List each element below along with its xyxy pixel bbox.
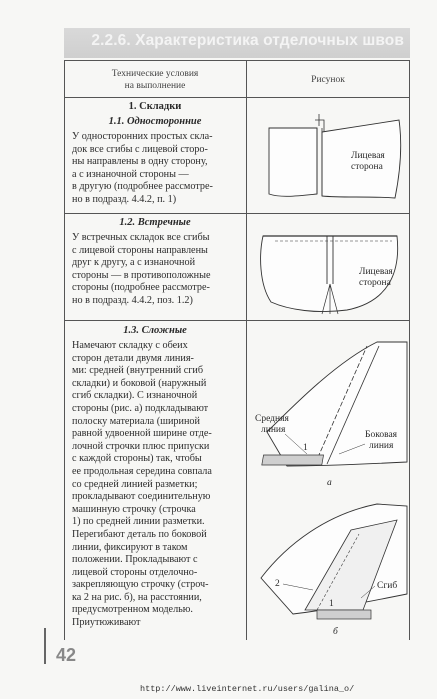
box-pleat-figure (247, 214, 409, 320)
column-header-conditions-line1: Технические условия (111, 69, 199, 79)
complex-pleat-figure-a (247, 322, 409, 492)
table-right-border (409, 60, 410, 640)
column-header-conditions-line2: на выполнение (124, 81, 186, 91)
face-side-label-line2: сторона (351, 162, 383, 172)
row-1-subtitle: 1.1. Односторонние (108, 116, 202, 127)
row-divider-2 (64, 320, 410, 321)
side-line-label-line1: Боковая (365, 430, 398, 440)
row-1-text: У односторонних простых скла- док все сгибы с лицевой сторо- ны направлены в одну сторону, а с изнаночной стороны — в другую (подробнее рассмотре- но в подразд. 4.4.2, п. 1) (72, 131, 213, 205)
face-side-label-line1: Лицевая (351, 151, 385, 161)
middle-line-label-line2: линия (261, 425, 286, 435)
finishing-seams-table (64, 60, 410, 640)
page-title: 2.2.6. Характеристика отделочных швов (91, 32, 404, 49)
page-number: 42 (56, 645, 77, 665)
row-2-subtitle: 1.2. Встречные (119, 217, 191, 228)
column-header-conditions (64, 68, 246, 92)
middle-line-label-line1: Средняя (255, 414, 289, 424)
figure-a-caption: а (327, 478, 332, 488)
backing-strip (262, 455, 324, 465)
figure-b-caption: б (333, 627, 338, 637)
one-sided-pleat-figure (247, 98, 409, 213)
section-title: 1. Складки (128, 101, 182, 112)
row-3-subtitle: 1.3. Сложные (123, 325, 187, 336)
footer-url[interactable]: http://www.liveinternet.ru/users/galina_o/ (140, 684, 355, 694)
fabric-left-panel (269, 128, 317, 196)
table-left-border (64, 60, 65, 640)
row-3-text: Намечают складку с обеих сторон детали двумя линия- ми: средней (внутренний сгиб складки) и боковой (наружный сгиб складки). С изнаночной стороны (рис. а) подкладывают полоску материала (шириной равной удвоенной ширине отде- лочной строчки плюс припуски с каждой стороны) так, чтобы ее продольная середина совпала со средней линией разметки; прокладывают соединительную машинную строчку (строчка 1) по средней линии разметки. Перегибают деталь по боковой линии, фиксируют в таком положении. Прокладывают с лицевой стороны отделочно- закрепляющую строчку (строч- ка 2 на рис. б), на расстоянии, предусмотренном моделью. Приутюживают (72, 340, 212, 629)
row-2-text: У встречных складок все сгибы с лицевой стороны направлены друг к другу, а с изнаночной стороны — в противоположные стороны (подробнее рассмотре- но в подразд. 4.4.2, поз. 1.2) (72, 232, 211, 306)
side-line-label-line2: линия (369, 441, 394, 451)
stitch-2-label: 2 (275, 579, 280, 589)
face-side-label-line1: Лицевая (359, 267, 393, 277)
face-side-label-line2: сторона (359, 278, 391, 288)
column-header-figure: Рисунок (311, 75, 345, 85)
table-top-border (64, 60, 410, 61)
backing-strip (317, 610, 371, 619)
complex-pleat-figure-b (247, 494, 409, 638)
stitch-1-label: 1 (303, 443, 308, 453)
stitch-1-label: 1 (329, 599, 334, 609)
page-rule (44, 628, 46, 664)
header-bar (64, 28, 410, 58)
fold-label: Сгиб (377, 581, 398, 591)
